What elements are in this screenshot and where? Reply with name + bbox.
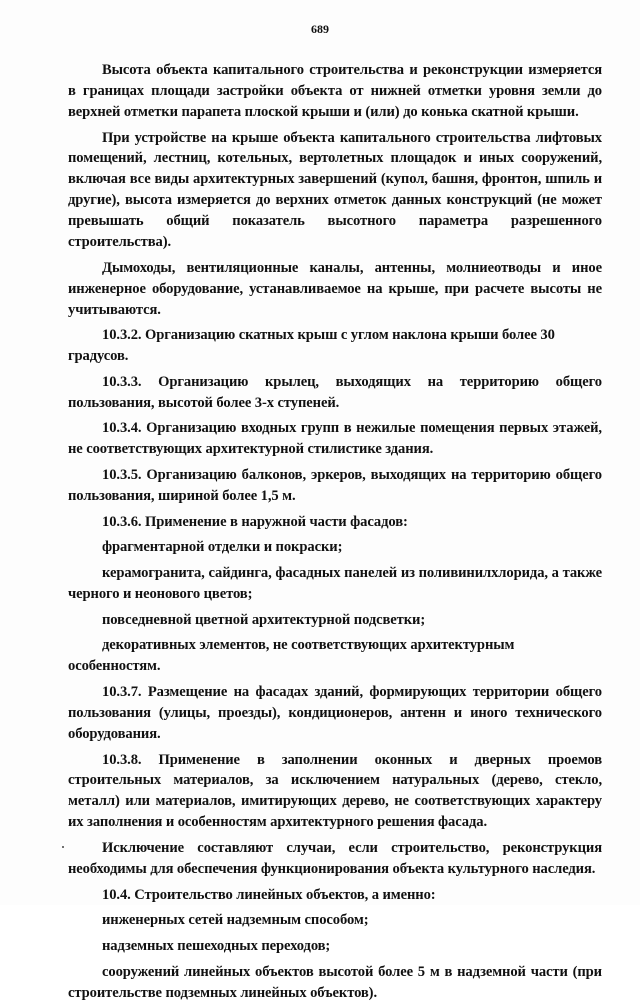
list-item-overground-networks: инженерных сетей надземным способом;: [102, 912, 369, 929]
list-item-pedestrian-crossings: надземных пешеходных переходов;: [102, 937, 331, 954]
paragraph-roof-structures: При устройстве на крыше объекта капитального строительства лифтовых помещений, лестниц, котельных, вертолетных площадок и иных сооружений, включая все виды архитектурных завершений (купол, башня, фронтон, шпиль и другие), высота измеряется до верхних отметок данных конструкций (не может превышать общий показатель высотного параметра разрешенного строительства).: [68, 129, 602, 251]
list-item-linear-structures: сооружений линейных объектов высотой более 5 м в надземной части (при строительстве подземных линейных объектов).: [68, 963, 602, 1001]
paragraph-10-3-2: 10.3.2. Организацию скатных крыш с углом наклона крыши более 30 градусов.: [68, 327, 555, 365]
paragraph-roof-equipment: Дымоходы, вентиляционные каналы, антенны, молниеотводы и иное инженерное оборудование, устанавливаемое на крыше, при расчете высоты не учитываются.: [68, 259, 602, 318]
paragraph-10-3-4: 10.3.4. Организацию входных групп в нежилые помещения первых этажей, не соответствующих архитектурной стилистике здания.: [68, 420, 602, 458]
list-item-fragmentary-finish: фрагментарной отделки и покраски;: [102, 539, 343, 556]
paragraph-10-3-5: 10.3.5. Организацию балконов, эркеров, выходящих на территорию общего пользования, шириной более 1,5 м.: [68, 467, 602, 504]
paragraph-exception: Исключение составляют случаи, если строительство, реконструкция необходимы для обеспечения функционирования объекта культурного наследия.: [68, 839, 602, 877]
paragraph-10-3-8: 10.3.8. Применение в заполнении оконных и дверных проемов строительных материалов, за исключением натуральных (дерево, стекло, металл) или материалов, имитирующих дерево, не соответствующих характеру их заполнения и особенностям архитектурного решения фасада.: [68, 751, 602, 831]
paragraph-10-3-3: 10.3.3. Организацию крылец, выходящих на территорию общего пользования, высотой более 3-х ступеней.: [68, 373, 602, 411]
list-item-color-lighting: повседневной цветной архитектурной подсветки;: [102, 611, 426, 628]
paragraph-height-measurement: Высота объекта капитального строительства и реконструкции измеряется в границах площади застройки объекта от нижней отметки уровня земли до верхней отметки парапета плоской крыши и (или) до конька скатной крыши.: [68, 62, 602, 120]
paragraph-10-3-6: 10.3.6. Применение в наружной части фасадов:: [102, 513, 408, 530]
paragraph-10-4: 10.4. Строительство линейных объектов, а именно:: [102, 886, 436, 903]
paragraph-10-3-7: 10.3.7. Размещение на фасадах зданий, формирующих территории общего пользования (улицы, проезды), кондиционеров, антенн и иного технического оборудования.: [68, 684, 602, 742]
list-item-porcelain-siding: керамогранита, сайдинга, фасадных панелей из поливинилхлорида, а также черного и неонового цветов;: [68, 565, 602, 603]
page-number: 689: [311, 22, 329, 36]
scan-speck: [62, 846, 64, 848]
list-item-decorative-elements: декоративных элементов, не соответствующих архитектурным особенностям.: [68, 637, 515, 675]
document-body: [68, 60, 602, 1008]
